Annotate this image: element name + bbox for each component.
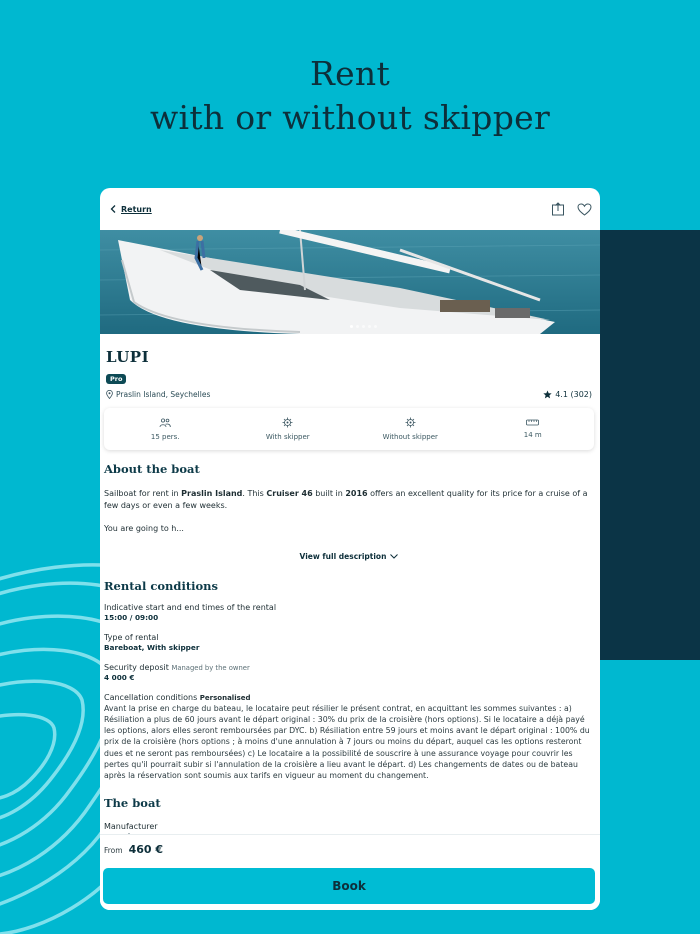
book-button[interactable]: Book [103,868,595,904]
type-label: Type of rental [104,632,159,642]
cancel-label: Cancellation conditions [104,692,198,702]
spec-label: With skipper [265,433,310,441]
top-bar [100,188,600,230]
about-excerpt: You are going to h... [104,524,184,533]
about-description: Sailboat for rent in Praslin Island. This Cruiser 46 built in 2016 offers an excellent quality for its price for a cruise of a few days or even a few weeks. [104,489,588,510]
star-icon [543,390,552,399]
location-text: Praslin Island, Seychelles [116,390,211,399]
booking-footer [100,834,600,910]
boat-rating[interactable] [543,390,592,399]
spec-with-skipper [227,417,350,441]
rental-times [104,603,594,623]
rental-conditions-title: Rental conditions [104,578,219,593]
about-title: About the boat [104,462,200,476]
spec-label: 14 m [523,431,542,439]
share-icon[interactable] [551,202,565,216]
return-button[interactable] [110,205,152,214]
pro-badge: Pro [106,374,126,384]
manufacturer-label: Manufacturer [104,821,158,831]
view-full-description-link[interactable]: View full description [104,552,594,561]
security-deposit [104,663,594,683]
ruler-icon [526,419,539,426]
cancellation-conditions [104,693,594,782]
times-value: 15:00 / 09:00 [104,612,159,622]
spec-length [472,419,595,439]
heart-icon[interactable] [577,203,592,216]
chevron-left-icon [110,205,116,213]
rating-text: 4.1 (302) [555,390,592,399]
location-pin-icon [106,390,113,399]
deposit-label: Security deposit [104,662,169,672]
spec-label: Without skipper [382,433,438,441]
helm-icon [405,417,416,428]
price-value: 460 € [128,843,164,856]
app-screen [100,188,600,910]
cancel-type: Personalised [199,693,251,702]
headline-line-1: Rent [309,54,391,93]
boat-location [106,390,210,399]
chevron-down-icon [390,554,398,559]
spec-without-skipper [349,417,472,441]
people-icon [159,418,171,428]
deposit-note: Managed by the owner [171,663,250,672]
marketing-headline [0,52,700,140]
return-label: Return [121,204,152,214]
boat-name: LUPI [106,348,150,366]
rental-type [104,633,594,653]
headline-line-2: with or without skipper [149,98,551,137]
the-boat-title: The boat [104,795,161,810]
price-summary [104,843,163,856]
type-value: Bareboat, With skipper [104,642,200,652]
boat-specs [104,408,594,450]
deposit-value: 4 000 € [104,672,135,682]
from-label: From [104,846,123,855]
spec-capacity [104,418,227,441]
times-label: Indicative start and end times of the rental [104,602,277,612]
boat-image [100,230,600,334]
helm-icon [282,417,293,428]
cancel-text: Avant la prise en charge du bateau, le locataire peut résilier le présent contrat, en acquittant les sommes suivantes : a) Résiliation a plus de 60 jours avant le départ original : 30% du prix de la croisière (hors options). Si le locataire a déjà payé les options, alors elles seront remboursées par DYC. b) Résiliation entre 59 jours et moins avant le départ original : 100% du prix de la croisière (hors options ; à moins d'une annulation à 7 jours ou moins du départ, auquel cas les options resteront dues et ne seront pas remboursées) c) Le locataire a la possibilité de souscrire à une assurance voyage pour couvrir les pertes qu'il pourrait subir si l'annulation de la croisière a lieu avant le départ. d) Les changements de dates ou de bateau après la réservation sont soumis aux tarifs en vigueur au moment du changement. [104,703,590,781]
carousel-dots[interactable] [350,325,377,328]
boat-photo[interactable] [100,230,600,334]
spec-label: 15 pers. [150,432,180,441]
